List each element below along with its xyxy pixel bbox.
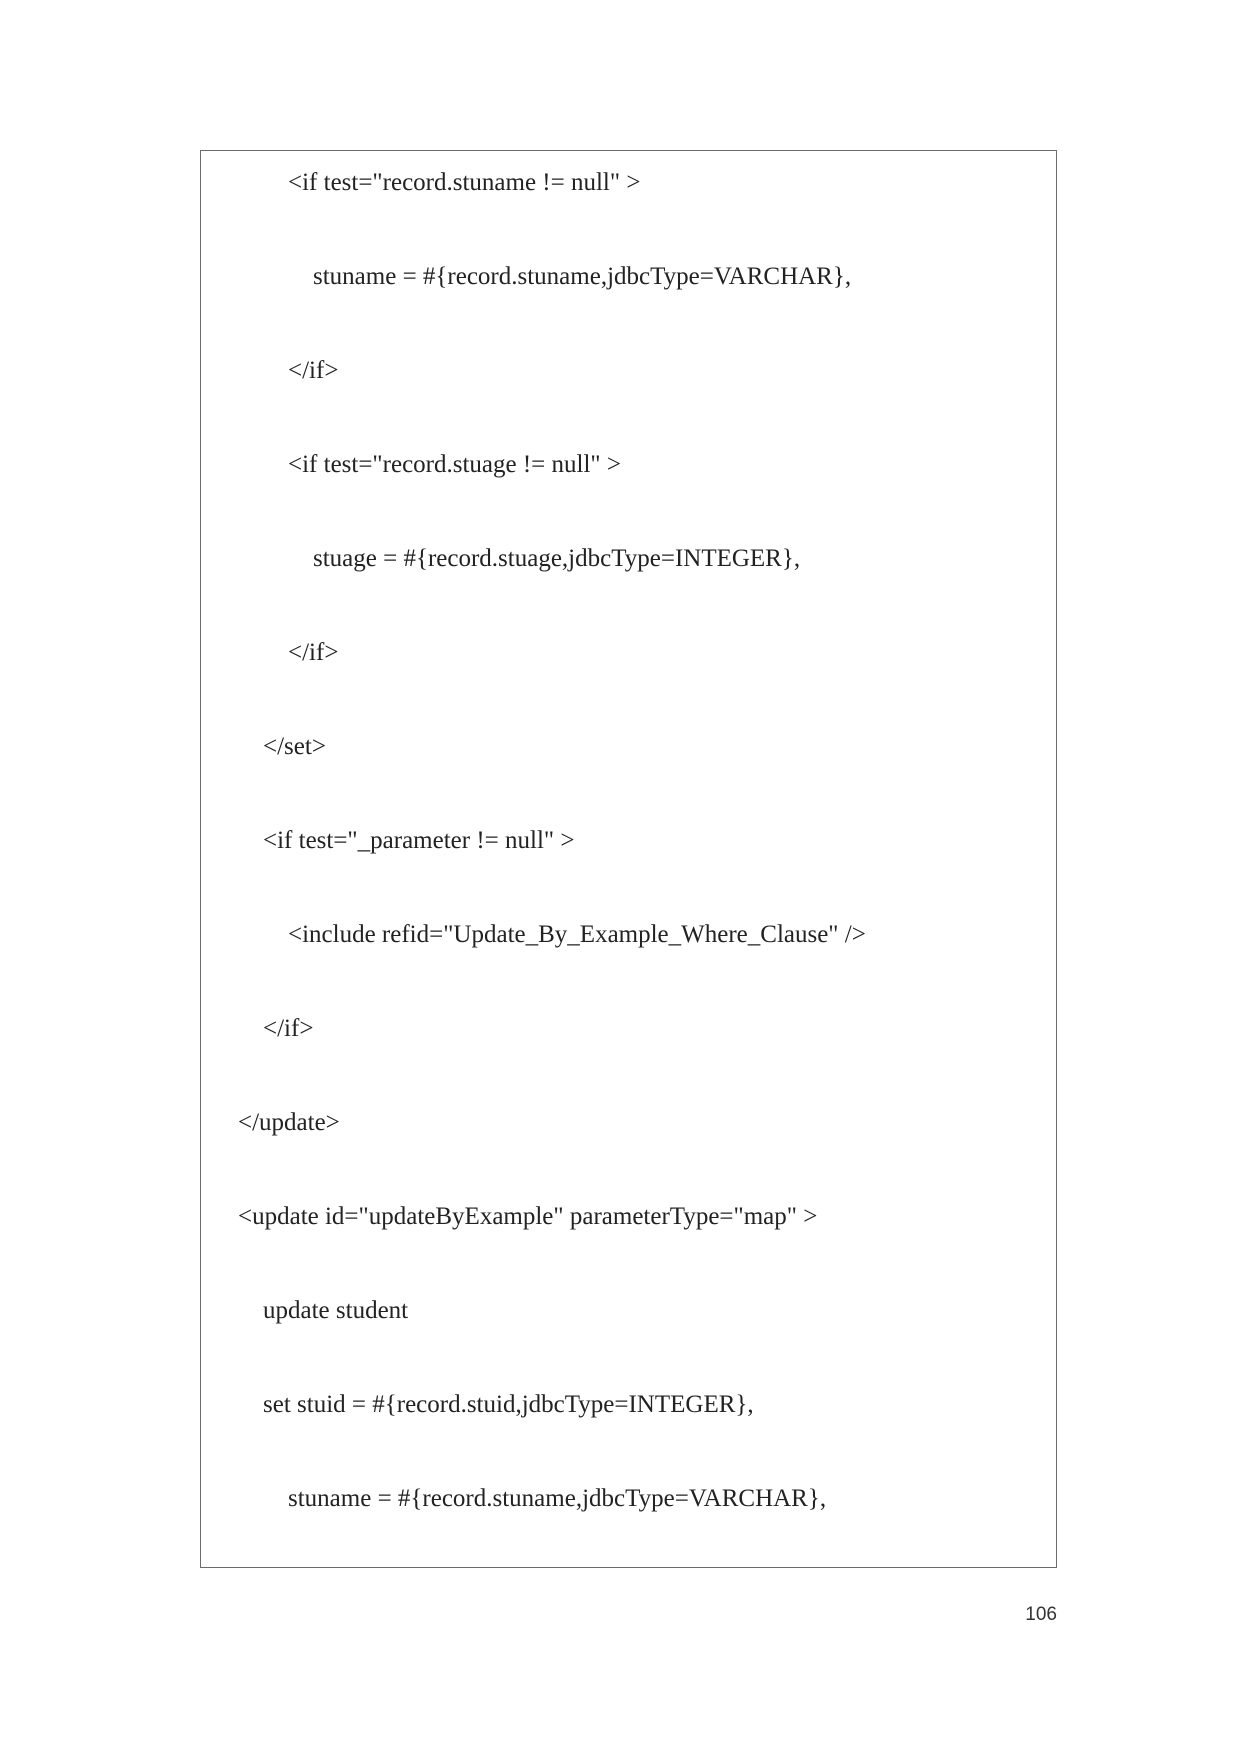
code-line: <update id="updateByExample" parameterType="map" >	[238, 1203, 818, 1230]
code-line: <if test="_parameter != null" >	[263, 827, 575, 854]
code-listing-box	[200, 150, 1057, 1568]
page-number: 106	[1025, 1604, 1057, 1625]
code-line: </if>	[263, 1015, 314, 1042]
code-line: <if test="record.stuage != null" >	[288, 451, 621, 478]
code-line: stuage = #{record.stuage,jdbcType=INTEGER},	[313, 545, 801, 572]
code-line: set stuid = #{record.stuid,jdbcType=INTEGER},	[263, 1391, 754, 1418]
code-line: stuname = #{record.stuname,jdbcType=VARCHAR},	[313, 263, 852, 290]
code-line: stuname = #{record.stuname,jdbcType=VARCHAR},	[288, 1485, 827, 1512]
code-line: update student	[263, 1297, 409, 1324]
code-line: </if>	[288, 639, 339, 666]
code-line: <include refid="Update_By_Example_Where_Clause" />	[288, 921, 866, 948]
code-line: </if>	[288, 357, 339, 384]
code-line: </update>	[238, 1109, 340, 1136]
code-line: </set>	[263, 733, 326, 760]
code-line: <if test="record.stuname != null" >	[288, 169, 641, 196]
